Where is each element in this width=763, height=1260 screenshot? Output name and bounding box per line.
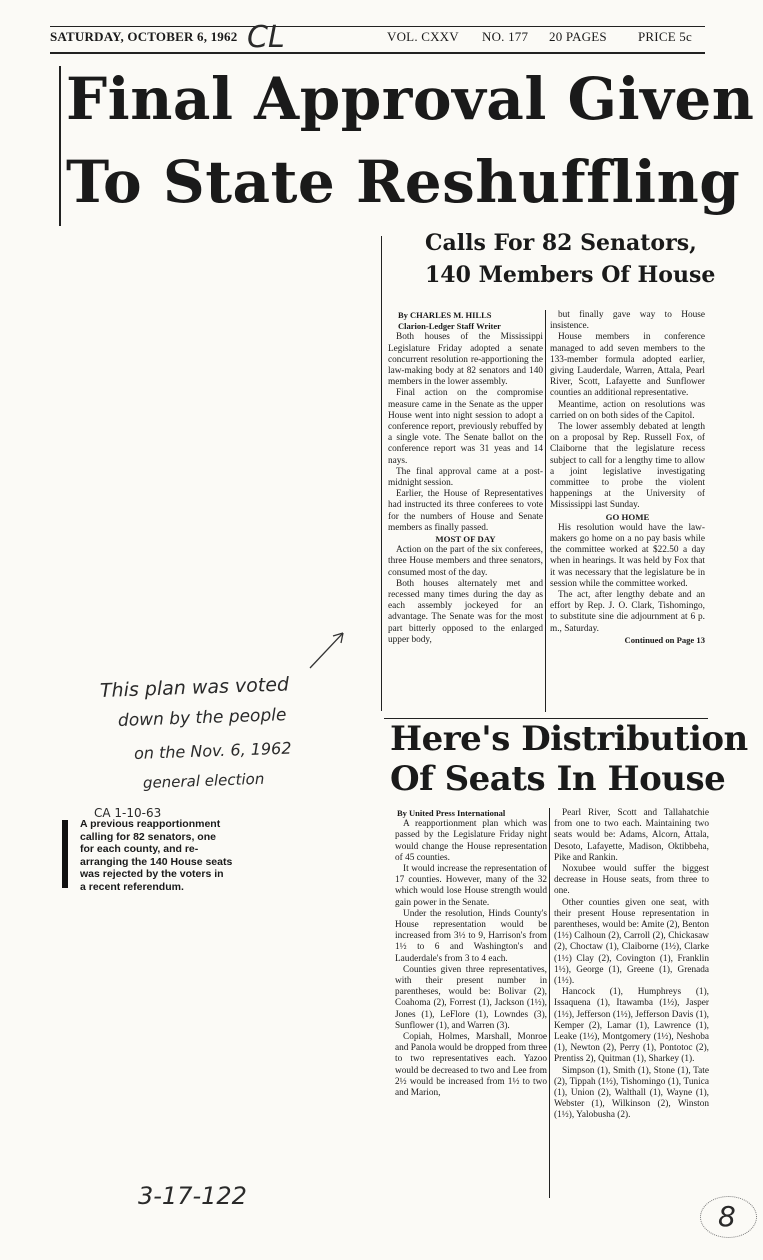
headline2-line2: Of Seats In House bbox=[390, 759, 726, 799]
article1-paragraph: but finally gave way to House insistence. bbox=[550, 310, 705, 332]
handwriting-line1: This plan was voted bbox=[99, 673, 290, 702]
headline-left-rule bbox=[59, 66, 61, 226]
top-rule bbox=[50, 26, 705, 27]
handwritten-mark: CL bbox=[247, 20, 285, 55]
article1-paragraph: The final approval came at a post-midnight session. bbox=[388, 466, 543, 489]
article2-column2 bbox=[554, 808, 709, 1122]
column-rule bbox=[381, 236, 382, 711]
clipping-line: calling for 82 senators, one bbox=[80, 830, 216, 843]
article2-paragraph: Hancock (1), Humphreys (1), Issaquena (1), Itawamba (1½), Jasper (1½), Jefferson (1½), Jefferson Davis (1), Kemper (2), Lamar (1), Lawrence (1), Leake (1½), Montgomery (1½), Neshoba (1), Newton (2), Perry (1), Pontotoc (2), Prentiss 2), Quitman (1), Sharkey (1). bbox=[554, 987, 709, 1065]
article2-paragraph: A reapportionment plan which was passed by the Legislature Friday night would change the House representation of 45 counties. bbox=[395, 819, 547, 863]
article1-paragraph: Final action on the compromise measure came in the Senate as the upper House went into night session to adopt a conference report, previously rebuffed by a single vote. The Senate ballot on the conference report was 31 yeas and 14 nays. bbox=[388, 388, 543, 466]
masthead-rule bbox=[50, 52, 705, 54]
article2-paragraph: Pearl River, Scott and Tallahatchie from one to two each. Maintaining two seats would be: Adams, Alcorn, Attala, Desoto, Lafayette, Madison, Oktibbeha, Pike and Rankin. bbox=[554, 808, 709, 863]
masthead-price: PRICE 5c bbox=[638, 29, 692, 44]
arrow-mark bbox=[305, 628, 350, 673]
clipping-bar bbox=[62, 820, 68, 888]
subhead-line1: Calls For 82 Senators, bbox=[425, 230, 697, 256]
clip-mark: CA 1-10-63 bbox=[94, 806, 162, 820]
clipping-line: for each county, and re- bbox=[80, 843, 199, 855]
article2-byline: By United Press International bbox=[397, 808, 506, 818]
masthead-date: SATURDAY, OCTOBER 6, 1962 bbox=[50, 29, 238, 44]
article1-paragraph: Meantime, action on resolutions was carried on on both sides of the Capitol. bbox=[550, 399, 705, 421]
article1-paragraph: His resolution would have the law-makers go home on a no pay basis while the committee worked at $22.50 a day when in hearings. It was held by Fox that it was necessary that the legislature be in session while the committee worked. bbox=[550, 522, 705, 589]
article1-paragraph: The lower assembly debated at length on a proposal by Rep. Russell Fox, of Claiborne that the legislature recess subject to call for a lengthy time to allow a joint legislative investigating committee to probe the violent happenings at the University of Mississippi last Sunday. bbox=[550, 422, 705, 511]
article1-paragraph: Both houses alternately met and recessed many times during the day as each assembly jockeyed for an advantage. The Senate was for the most part bitterly opposed to the enlarged upper body, bbox=[388, 578, 543, 645]
handwriting-line2: down by the people bbox=[117, 705, 287, 731]
headline2-line1: Here's Distribution bbox=[390, 719, 748, 759]
headline-line2: To State Reshuffling bbox=[66, 148, 741, 216]
corner-circle bbox=[700, 1196, 757, 1238]
article2-paragraph: Other counties given one seat, with their present House representation in parentheses, would be: Amite (2), Benton (1½) Calhoun (2), Carroll (2), Chickasaw (2), Choctaw (1), Claiborne (1½), Clarke (1½) Clay (2), Covington (1), Franklin 1½), George (1), Greene (1), Grenada (1½). bbox=[554, 897, 709, 987]
corner-mark: 8 bbox=[718, 1200, 736, 1233]
article2-paragraph: Copiah, Holmes, Marshall, Monroe and Panola would be dropped from three to two representatives each. Yazoo would be decreased to two and Lee from 2½ would be increased from 1½ to two and Marion, bbox=[395, 1032, 547, 1099]
article1-subhead-most: MOST OF DAY bbox=[435, 534, 496, 545]
article1-column2 bbox=[550, 310, 705, 646]
clipping-line: was rejected by the voters in bbox=[80, 868, 224, 880]
masthead-volume: VOL. CXXV bbox=[387, 29, 459, 44]
article2-paragraph: It would increase the representation of 17 counties. However, many of the 32 which would lose House strength would gain power in the Senate. bbox=[395, 864, 547, 908]
handwriting-line4: general election bbox=[142, 769, 265, 792]
masthead-pages: 20 PAGES bbox=[549, 29, 607, 44]
column-divider bbox=[549, 808, 550, 1198]
article1-paragraph: Both houses of the Mississippi Legislature Friday adopted a senate concurrent resolution re-apportioning the law-making body at 82 senators and 140 members in the lower assembly. bbox=[388, 332, 543, 388]
article1-column1 bbox=[388, 310, 543, 646]
article2-column1 bbox=[395, 808, 547, 1099]
handwriting-bottom: 3-17-122 bbox=[138, 1182, 247, 1210]
article2-paragraph: Simpson (1), Smith (1), Stone (1), Tate (2), Tippah (1½), Tishomingo (1), Tunica (1), Union (2), Walthall (1), Wayne (1), Webster (1), Wilkinson (2), Winston (1½), Yalobusha (2). bbox=[554, 1065, 709, 1121]
clipping-line: a recent referendum. bbox=[80, 880, 184, 893]
article1-byline: By CHARLES M. HILLS bbox=[398, 310, 492, 320]
article1-continued: Continued on Page 13 bbox=[624, 634, 705, 645]
handwriting-line3: on the Nov. 6, 1962 bbox=[133, 738, 292, 763]
article1-subhead-home: GO HOME bbox=[605, 511, 650, 522]
article1-paragraph: House members in conference managed to add seven members to the 133-member formula adopted earlier, giving Lauderdale, Warren, Attala, Pearl River, Scott, Lafayette and Sunflower counties an additional representative. bbox=[550, 332, 705, 399]
headline-line1: Final Approval Given bbox=[66, 65, 755, 133]
article2-paragraph: Under the resolution, Hinds County's House representation would be increased from 3½ to 9, Harrison's from 1½ to 6 and Washington's and Lauderdale's from 3 to 4 each. bbox=[395, 908, 547, 964]
article1-paragraph: Earlier, the House of Representatives had instructed its three conferees to vote for the numbers of House and Senate members as finally passed. bbox=[388, 489, 543, 533]
article1-paragraph: The act, after lengthy debate and an effort by Rep. J. O. Clark, Tishomingo, to substitute sine die adjournment at 6 p. m., Saturday. bbox=[550, 590, 705, 634]
article1-paragraph: Action on the part of the six conferees, three House members and three senators, consumed most of the day. bbox=[388, 545, 543, 578]
article1-byline-title: Clarion-Ledger Staff Writer bbox=[398, 321, 501, 332]
subhead-line2: 140 Members Of House bbox=[425, 262, 716, 288]
masthead-number: NO. 177 bbox=[482, 29, 529, 44]
clipping-note bbox=[66, 818, 238, 893]
article2-paragraph: Counties given three representatives, with their present number in parentheses, would be: Bolivar (2), Coahoma (2), Forrest (1), Jackson (1½), Jones (1), LeFlore (1), Lowndes (3), Sunflower (1), and Warren (3). bbox=[395, 964, 547, 1031]
article2-paragraph: Noxubee would suffer the biggest decrease in House seats, from three to one. bbox=[554, 864, 709, 897]
clipping-line: A previous reapportionment bbox=[80, 818, 221, 830]
clipping-line: arranging the 140 House seats bbox=[80, 855, 233, 868]
column-divider bbox=[545, 310, 546, 712]
